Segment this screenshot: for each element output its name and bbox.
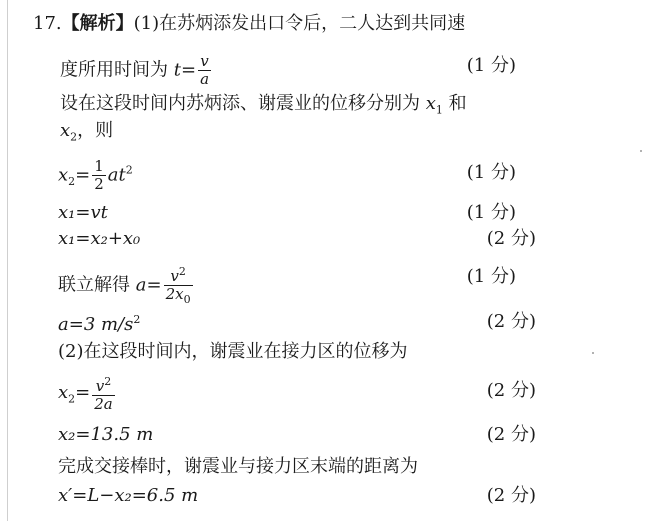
equation-x2-half-at2: $x_2=$ $\frac{1}{2}$ $at^2$: [58, 157, 133, 193]
scan-speck: [592, 352, 594, 354]
time-expression-line: [60, 53, 213, 88]
score-1: (1 分): [466, 162, 516, 183]
result-x-prime: x′=L−x₂=6.5 m: [58, 485, 199, 506]
score-2: (2 分): [486, 424, 536, 445]
result-a: a=3 $m/s^2$: [58, 313, 141, 335]
question-number: 17.: [33, 13, 62, 34]
then-line: $x_2$，则: [60, 120, 114, 144]
page-left-border: [7, 0, 8, 521]
result-x2: x₂=13.5 m: [58, 424, 154, 445]
question-header: [33, 13, 465, 35]
score-2: (2 分): [486, 228, 536, 249]
score-1: (1 分): [466, 202, 516, 223]
handoff-distance-intro: 完成交接棒时，谢震业与接力区末端的距离为: [58, 456, 418, 477]
score-2: (2 分): [486, 485, 536, 506]
part-two-intro: (2)在这段时间内，谢震业在接力区的位移为: [58, 341, 408, 362]
scan-speck: [640, 150, 642, 152]
score-1: (1 分): [466, 55, 516, 76]
score-2: (2 分): [486, 380, 536, 401]
score-2: (2 分): [486, 311, 536, 332]
displacement-intro-line: 设在这段时间内苏炳添、谢震业的位移分别为 $x_1$ 和: [60, 93, 467, 117]
analysis-tag: 【解析】: [61, 13, 134, 34]
fraction-v2-over-2a: $\frac{v^2}{2a}$: [94, 375, 113, 413]
score-1: (1 分): [466, 266, 516, 287]
time-text: 度所用时间为: [60, 59, 168, 81]
equation-x2-v2-over-2a: $x_2=$ $\frac{v^2}{2a}$: [58, 375, 113, 413]
equation-x1-x2-x0: x₁=x₂+x₀: [58, 228, 141, 249]
header-text: (1)在苏炳添发出口令后，二人达到共同速: [133, 13, 466, 34]
fraction-v-over-a: $\frac{v}{a}$: [200, 52, 210, 88]
fraction-v2-over-2x0: $\frac{v^2}{2x_0}$: [165, 265, 191, 306]
fraction-one-half: $\frac{1}{2}$: [94, 157, 104, 193]
solve-a-line: 联立解得 a= $\frac{v^2}{2x_0}$: [58, 265, 191, 306]
var-t: t: [173, 59, 181, 81]
equals-sign: =: [180, 59, 197, 81]
equation-x1-vt: x₁=vt: [58, 202, 108, 223]
